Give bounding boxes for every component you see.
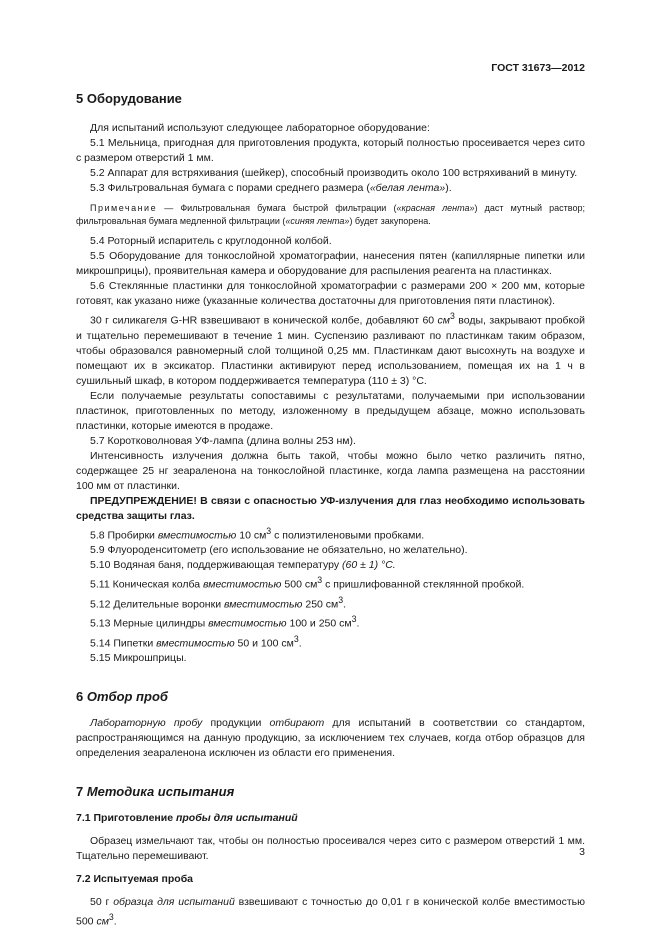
s5-item-5-2: 5.2 Аппарат для встряхивания (шейкер), способный производить около 100 встряхиваний в минуту. — [90, 167, 578, 179]
s5-item-5-1: 5.1 Мельница, пригодная для приготовления продукта, который полностью просеивается через сито с размером отверстий 1 мм. — [76, 137, 585, 164]
s5-intensity: Интенсивность излучения должна быть такой, чтобы можно было четко различить пятно, содержащее 25 нг зеараленона на тонкослойной пластинке, когда лампа размещена на расстоянии 100 мм от пластинки. — [76, 449, 585, 492]
section-6-title: 6 Отбор проб — [76, 689, 168, 704]
s5-item-5-14: 5.14 Пипетки вместимостью 50 и 100 $см^3$. — [90, 633, 302, 649]
s5-item-5-15: 5.15 Микрошприцы. — [90, 652, 187, 664]
page-number: 3 — [579, 846, 585, 858]
s5-item-5-3: 5.3 Фильтровальная бумага с порами среднего размера («белая лента»). — [90, 182, 452, 194]
s5-item-5-4: 5.4 Роторный испаритель с круглодонной колбой. — [90, 235, 332, 247]
section-7-2-title: 7.2 Испытуемая проба — [76, 873, 194, 885]
s7-2-paragraph: 50 г образца для испытаний взвешивают с точностью до 0,01 г в конической колбе вместимостью 500 $см^3$. — [76, 896, 585, 928]
s6-paragraph: Лабораторную пробу продукции отбирают для испытаний в соответствии со стандартом, распространяющимся на данную продукцию, за исключением тех случаев, когда отбор образцов для определения зеараленона исключен из области его применения. — [76, 717, 586, 759]
s7-1-paragraph: Образец измельчают так, чтобы он полностью просеивался через сито с размером отверстий 1 мм. Тщательно перемешивают. — [76, 835, 585, 862]
document-body — [76, 90, 585, 930]
s5-silica-prep: 30 г силикагеля G-HR взвешивают в конической колбе, добавляют 60 $см^3$ воды, закрывают пробкой и тщательно перемешивают в течение 1 мин. Суспензию разливают по пластинкам таким образом, чтобы образовался равномерный слой толщиной 0,25 мм. Пластинкам дают высохнуть на воздухе и помещают их в эксикатор. Пластинки активируют перед использованием, помещая их на 1 ч в сушильный шкаф, в котором поддерживается температура (110 ± 3) °С. — [76, 311, 585, 387]
section-7-1-title: 7.1 Приготовление пробы для испытаний — [76, 812, 298, 824]
s5-item-5-10: 5.10 Водяная баня, поддерживающая температуру (60 ± 1) °С. — [90, 559, 396, 571]
s5-item-5-7: 5.7 Коротковолновая УФ-лампа (длина волны 253 нм). — [90, 434, 356, 447]
standard-number: ГОСТ 31673—2012 — [491, 62, 585, 74]
s5-item-5-8: 5.8 Пробирки вместимостью 10 $см^3$ с полиэтиленовыми пробками. — [90, 525, 425, 541]
section-5-title: 5 Оборудование — [76, 91, 182, 106]
s5-item-5-11: 5.11 Коническая колба вместимостью 500 $см^3$ с пришлифованной стеклянной пробкой. — [90, 575, 525, 591]
s5-intro: Для испытаний используют следующее лабораторное оборудование: — [90, 122, 430, 134]
s5-item-5-12: 5.12 Делительные воронки вместимостью 250 $см^3$. — [90, 594, 347, 610]
s5-item-5-5: 5.5 Оборудование для тонкослойной хроматографии, нанесения пятен (капиллярные пипетки или микрошприцы), проявительная камера и оборудование для распыления реагента на пластинках. — [76, 250, 585, 277]
s5-commercial-plates: Если получаемые результаты сопоставимы с результатами, получаемыми при использовании пластинок, приготовленных по методу, изложенному в предыдущем абзаце, можно использовать пластинки, которые имеются в продаже. — [76, 389, 585, 432]
s5-item-5-13: 5.13 Мерные цилиндры вместимостью 100 и 250 $см^3$. — [90, 614, 360, 630]
s5-note: Примечание — Фильтровальная бумага быстрой фильтрации («красная лента») даст мутный раствор; фильтровальная бумага медленной фильтрации («синяя лента») будет закупорена. — [76, 203, 585, 226]
s5-item-5-6: 5.6 Стеклянные пластинки для тонкослойной хроматографии с размерами 200 × 200 мм, которые готовят, как указано ниже (указанные количества достаточны для приготовления пяти пластинок). — [76, 280, 585, 307]
s5-item-5-9: 5.9 Флуороденситометр (его использование не обязательно, но желательно). — [90, 544, 468, 556]
s5-warning: ПРЕДУПРЕЖДЕНИЕ! В связи с опасностью УФ-излучения для глаз необходимо использовать средства защиты глаз. — [76, 494, 585, 522]
section-7-title: 7 Методика испытания — [76, 784, 235, 799]
